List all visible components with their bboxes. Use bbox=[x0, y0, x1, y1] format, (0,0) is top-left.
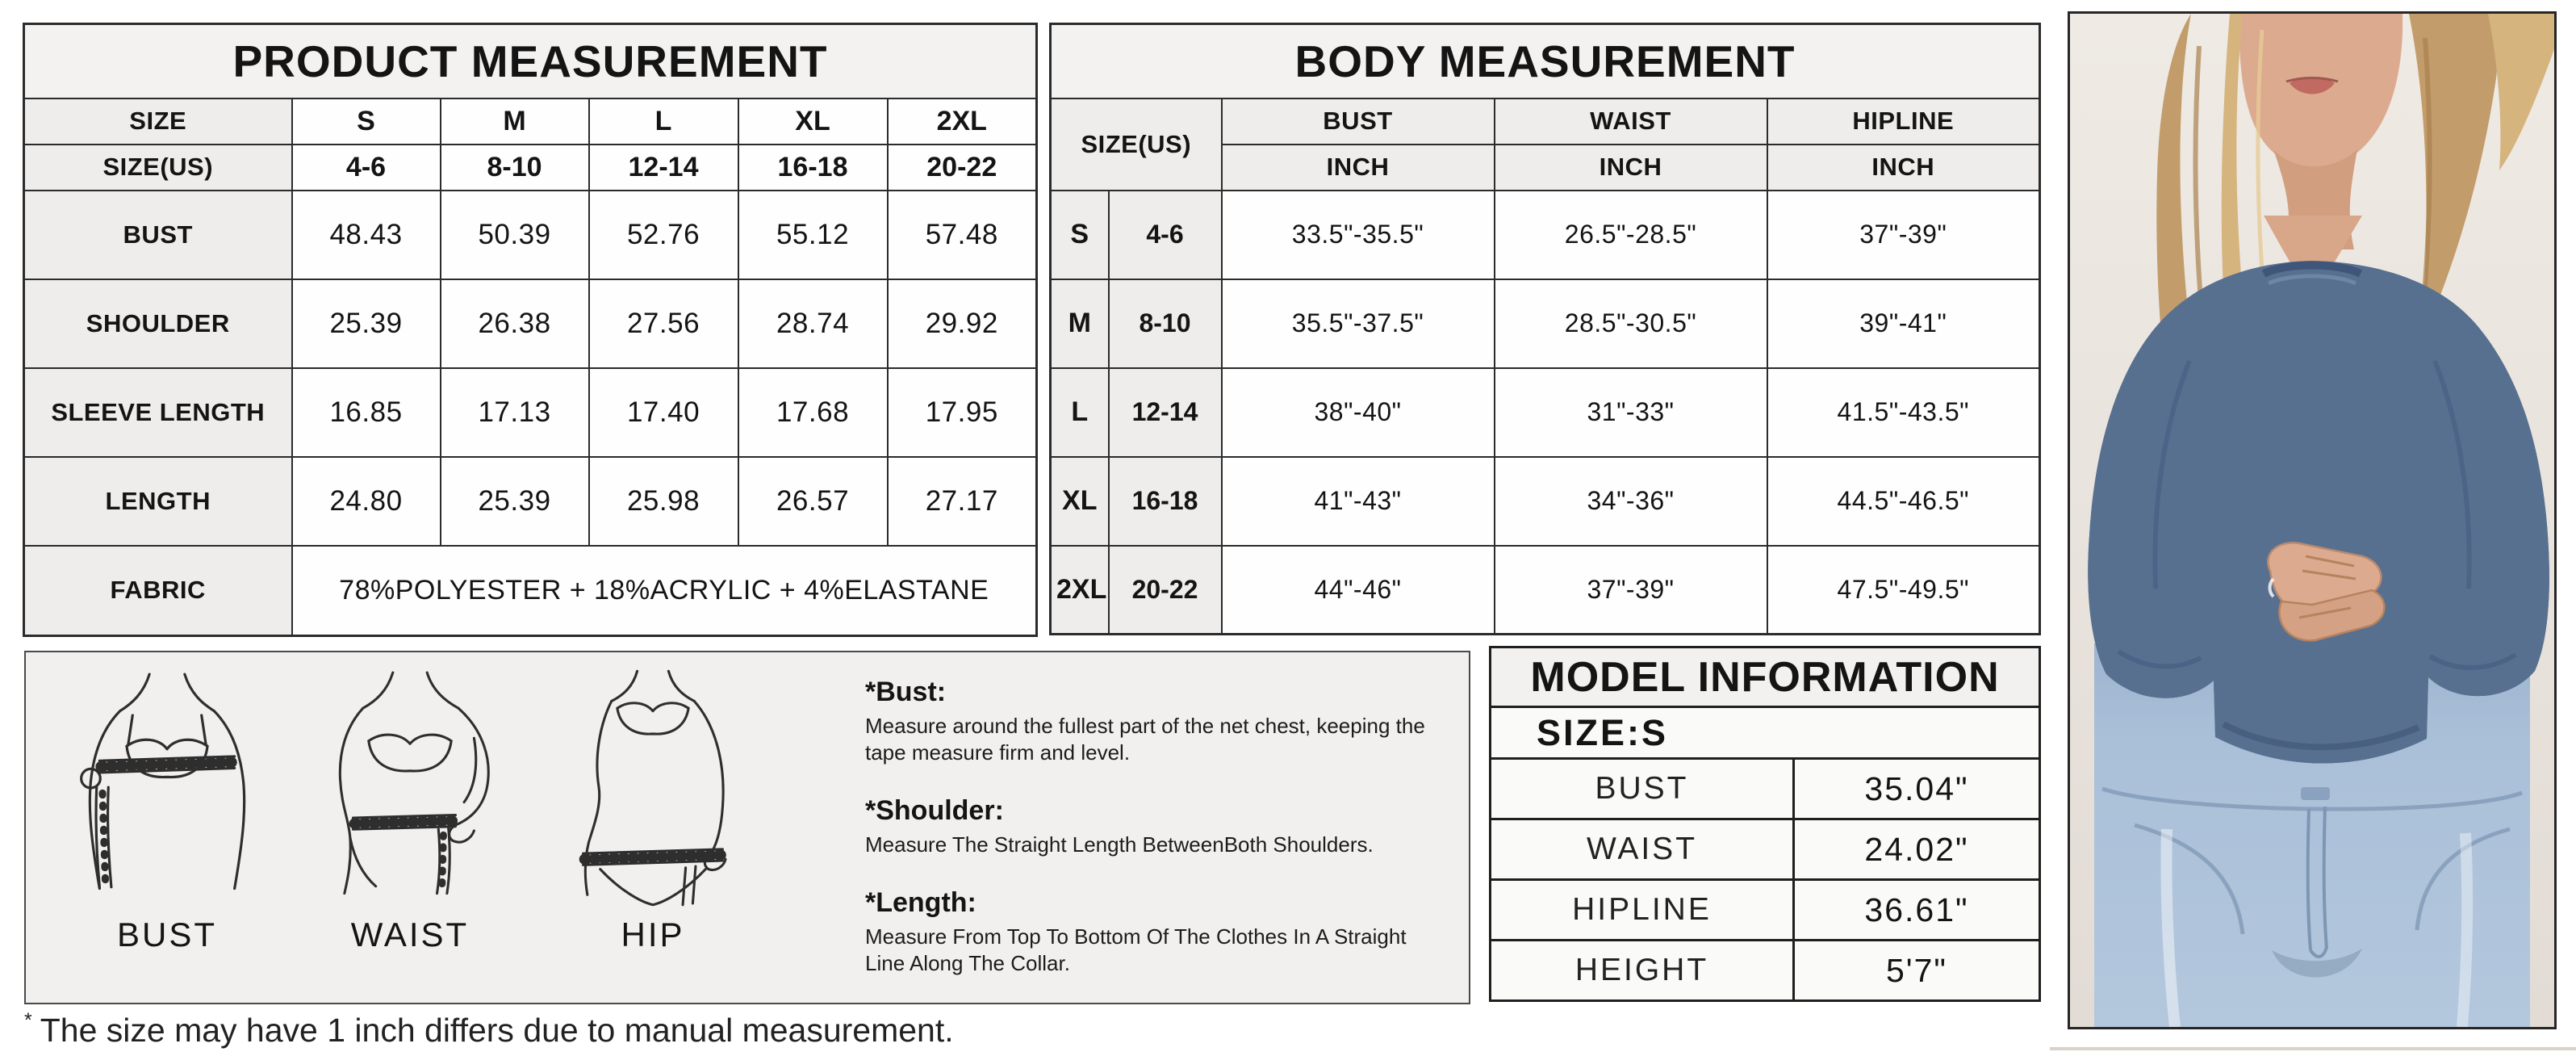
header-cell: HIPLINE bbox=[1767, 98, 2040, 145]
value-cell: 27.17 bbox=[888, 457, 1037, 546]
value-cell: 34"-36" bbox=[1495, 457, 1767, 546]
row-label-cell: SHOULDER bbox=[24, 279, 292, 368]
shoulder-tip bbox=[865, 795, 1446, 858]
footnote-asterisk: * bbox=[24, 1009, 32, 1032]
value-cell: 24.02" bbox=[1794, 819, 2040, 880]
bust-tip-text: Measure around the fullest part of the net chest, keeping the tape measure firm and level. bbox=[865, 714, 1425, 765]
size-us-cell: 16-18 bbox=[1109, 457, 1222, 546]
unit-cell: INCH bbox=[1495, 145, 1767, 191]
waist-measure-figure bbox=[289, 667, 531, 954]
model-size-cell: SIZE:S bbox=[1491, 707, 2040, 759]
product-table-title: PRODUCT MEASUREMENT bbox=[24, 24, 1037, 98]
size-cell: XL bbox=[1051, 457, 1109, 546]
size-cell: L bbox=[1051, 368, 1109, 457]
table-row bbox=[1051, 368, 2040, 457]
table-row bbox=[24, 457, 1037, 546]
value-cell: 26.57 bbox=[738, 457, 888, 546]
header-cell: M bbox=[441, 98, 589, 145]
row-label-cell: HEIGHT bbox=[1491, 941, 1794, 1001]
bust-tip bbox=[865, 677, 1446, 766]
value-cell: 25.39 bbox=[292, 279, 441, 368]
row-label-cell: WAIST bbox=[1491, 819, 1794, 880]
table-row bbox=[1051, 279, 2040, 368]
value-cell: 37"-39" bbox=[1495, 546, 1767, 635]
size-us-cell: 4-6 bbox=[1109, 191, 1222, 279]
table-row bbox=[1491, 819, 2040, 880]
table-row bbox=[1491, 759, 2040, 819]
row-label-cell: LENGTH bbox=[24, 457, 292, 546]
bust-figure-label: BUST bbox=[116, 916, 217, 953]
table-row bbox=[1491, 941, 2040, 1001]
body-measurement-table bbox=[1049, 23, 2041, 635]
value-cell: 33.5"-35.5" bbox=[1222, 191, 1495, 279]
header-cell: SIZE bbox=[24, 98, 292, 145]
header-cell: SIZE(US) bbox=[1051, 98, 1222, 191]
value-cell: 31"-33" bbox=[1495, 368, 1767, 457]
value-cell: 16.85 bbox=[292, 368, 441, 457]
product-measurement-table bbox=[23, 23, 1038, 637]
value-cell: 41.5"-43.5" bbox=[1767, 368, 2040, 457]
value-cell: 38"-40" bbox=[1222, 368, 1495, 457]
table-row bbox=[1491, 880, 2040, 941]
value-cell: 52.76 bbox=[589, 191, 738, 279]
shoulder-tip-text: Measure The Straight Length BetweenBoth Shoulders. bbox=[865, 832, 1374, 857]
value-cell: 44.5"-46.5" bbox=[1767, 457, 2040, 546]
header-cell: 16-18 bbox=[738, 145, 888, 191]
waist-measure-illustration bbox=[289, 667, 531, 909]
size-us-cell: 20-22 bbox=[1109, 546, 1222, 635]
length-tip-text: Measure From Top To Bottom Of The Clothes In A Straight Line Along The Collar. bbox=[865, 924, 1407, 976]
value-cell: 55.12 bbox=[738, 191, 888, 279]
header-cell: WAIST bbox=[1495, 98, 1767, 145]
hip-measure-illustration bbox=[532, 667, 774, 909]
row-label-cell: SLEEVE LENGTH bbox=[24, 368, 292, 457]
table-row bbox=[1051, 546, 2040, 635]
table-row bbox=[1051, 191, 2040, 279]
header-cell: S bbox=[292, 98, 441, 145]
size-guide-box bbox=[24, 651, 1470, 1004]
row-label-cell: FABRIC bbox=[24, 546, 292, 636]
measuring-tips bbox=[865, 677, 1446, 1006]
shoulder-tip-title: *Shoulder: bbox=[865, 795, 1004, 827]
value-cell: 25.39 bbox=[441, 457, 589, 546]
bottom-edge-line bbox=[2050, 1047, 2576, 1050]
value-cell: 41"-43" bbox=[1222, 457, 1495, 546]
table-row bbox=[24, 279, 1037, 368]
bust-measure-figure bbox=[46, 667, 288, 954]
value-cell: 57.48 bbox=[888, 191, 1037, 279]
unit-cell: INCH bbox=[1222, 145, 1495, 191]
header-cell: 12-14 bbox=[589, 145, 738, 191]
value-cell: 37"-39" bbox=[1767, 191, 2040, 279]
header-cell: XL bbox=[738, 98, 888, 145]
size-cell: M bbox=[1051, 279, 1109, 368]
value-cell: 26.38 bbox=[441, 279, 589, 368]
table-row bbox=[1491, 707, 2040, 759]
value-cell: 29.92 bbox=[888, 279, 1037, 368]
header-cell: 4-6 bbox=[292, 145, 441, 191]
size-us-cell: 12-14 bbox=[1109, 368, 1222, 457]
model-table-title: MODEL INFORMATION bbox=[1491, 647, 2040, 707]
bust-measure-illustration bbox=[46, 667, 288, 909]
fabric-value-cell: 78%POLYESTER + 18%ACRYLIC + 4%ELASTANE bbox=[292, 546, 1037, 636]
model-information-table bbox=[1489, 646, 2041, 1002]
length-tip bbox=[865, 887, 1446, 977]
footnote bbox=[24, 1009, 954, 1050]
header-cell: L bbox=[589, 98, 738, 145]
table-row bbox=[1491, 647, 2040, 707]
waist-figure-label: WAIST bbox=[350, 916, 470, 953]
value-cell: 36.61" bbox=[1794, 880, 2040, 941]
size-us-cell: 8-10 bbox=[1109, 279, 1222, 368]
value-cell: 47.5"-49.5" bbox=[1767, 546, 2040, 635]
value-cell: 28.74 bbox=[738, 279, 888, 368]
value-cell: 28.5"-30.5" bbox=[1495, 279, 1767, 368]
row-label-cell: BUST bbox=[1491, 759, 1794, 819]
value-cell: 5'7" bbox=[1794, 941, 2040, 1001]
value-cell: 17.13 bbox=[441, 368, 589, 457]
table-row bbox=[1051, 98, 2040, 145]
model-photo bbox=[2068, 11, 2557, 1029]
table-row bbox=[1051, 457, 2040, 546]
size-cell: 2XL bbox=[1051, 546, 1109, 635]
table-row bbox=[24, 98, 1037, 145]
table-row bbox=[24, 546, 1037, 636]
value-cell: 27.56 bbox=[589, 279, 738, 368]
body-table-title: BODY MEASUREMENT bbox=[1051, 24, 2040, 98]
table-row bbox=[24, 145, 1037, 191]
header-cell: BUST bbox=[1222, 98, 1495, 145]
row-label-cell: HIPLINE bbox=[1491, 880, 1794, 941]
value-cell: 17.40 bbox=[589, 368, 738, 457]
value-cell: 48.43 bbox=[292, 191, 441, 279]
value-cell: 44"-46" bbox=[1222, 546, 1495, 635]
value-cell: 17.68 bbox=[738, 368, 888, 457]
hip-figure-label: HIP bbox=[621, 916, 685, 953]
model-photo-illustration bbox=[2070, 14, 2554, 1027]
table-row bbox=[24, 368, 1037, 457]
value-cell: 24.80 bbox=[292, 457, 441, 546]
unit-cell: INCH bbox=[1767, 145, 2040, 191]
header-cell: 2XL bbox=[888, 98, 1037, 145]
table-row bbox=[24, 191, 1037, 279]
hip-measure-figure bbox=[532, 667, 774, 954]
value-cell: 35.04" bbox=[1794, 759, 2040, 819]
model-sweater bbox=[2088, 261, 2549, 764]
size-cell: S bbox=[1051, 191, 1109, 279]
model-hands bbox=[2268, 543, 2384, 640]
footnote-text: The size may have 1 inch differs due to manual measurement. bbox=[40, 1012, 954, 1049]
length-tip-title: *Length: bbox=[865, 887, 976, 919]
value-cell: 17.95 bbox=[888, 368, 1037, 457]
header-cell: SIZE(US) bbox=[24, 145, 292, 191]
value-cell: 35.5"-37.5" bbox=[1222, 279, 1495, 368]
value-cell: 50.39 bbox=[441, 191, 589, 279]
table-row bbox=[24, 24, 1037, 98]
row-label-cell: BUST bbox=[24, 191, 292, 279]
header-cell: 20-22 bbox=[888, 145, 1037, 191]
header-cell: 8-10 bbox=[441, 145, 589, 191]
value-cell: 25.98 bbox=[589, 457, 738, 546]
value-cell: 39"-41" bbox=[1767, 279, 2040, 368]
table-row bbox=[1051, 24, 2040, 98]
bust-tip-title: *Bust: bbox=[865, 677, 947, 707]
value-cell: 26.5"-28.5" bbox=[1495, 191, 1767, 279]
